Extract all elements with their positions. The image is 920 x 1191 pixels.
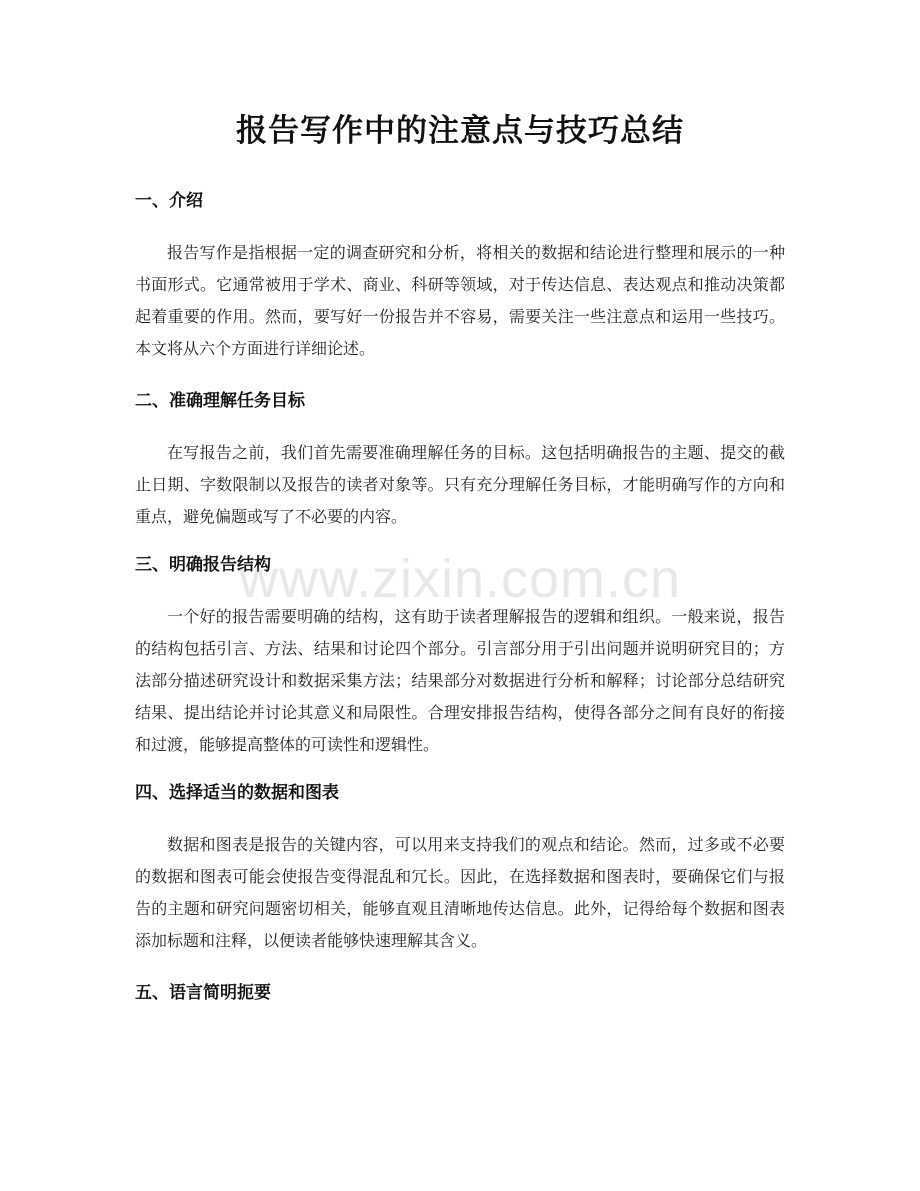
section-introduction — [135, 187, 785, 365]
section-task-goal — [135, 387, 785, 533]
section-heading: 三、明确报告结构 — [135, 555, 271, 575]
section-paragraph: 一个好的报告需要明确的结构，这有助于读者理解报告的逻辑和组织。一般来说，报告的结构包括引言、方法、结果和讨论四个部分。引言部分用于引出问题并说明研究目的；方法部分描述研究设计和数据采集方法；结果部分对数据进行分析和解释；讨论部分总结研究结果、提出结论并讨论其意义和局限性。合理安排报告结构，使得各部分之间有良好的衔接和过渡，能够提高整体的可读性和逻辑性。 — [135, 607, 785, 754]
section-report-structure — [135, 551, 785, 761]
document-title: 报告写作中的注意点与技巧总结 — [236, 113, 684, 149]
section-paragraph: 报告写作是指根据一定的调查研究和分析，将相关的数据和结论进行整理和展示的一种书面形式。它通常被用于学术、商业、科研等领域，对于传达信息、表达观点和推动决策都起着重要的作用。然而，要写好一份报告并不容易，需要关注一些注意点和运用一些技巧。本文将从六个方面进行详细论述。 — [135, 243, 785, 358]
section-data-and-charts — [135, 779, 785, 957]
watermark: www.zixin.com.cn — [238, 549, 682, 609]
section-heading: 四、选择适当的数据和图表 — [135, 783, 339, 803]
section-heading: 二、准确理解任务目标 — [135, 391, 305, 411]
section-paragraph: 数据和图表是报告的关键内容，可以用来支持我们的观点和结论。然而，过多或不必要的数据和图表可能会使报告变得混乱和冗长。因此，在选择数据和图表时，要确保它们与报告的主题和研究问题密切相关，能够直观且清晰地传达信息。此外，记得给每个数据和图表添加标题和注释，以便读者能够快速理解其含义。 — [135, 835, 785, 950]
section-heading: 五、语言简明扼要 — [135, 983, 271, 1003]
section-concise-language — [135, 979, 785, 1007]
section-heading: 一、介绍 — [135, 191, 203, 211]
section-paragraph: 在写报告之前，我们首先需要准确理解任务的目标。这包括明确报告的主题、提交的截止日期、字数限制以及报告的读者对象等。只有充分理解任务目标，才能明确写作的方向和重点，避免偏题或写了不必要的内容。 — [135, 443, 785, 526]
